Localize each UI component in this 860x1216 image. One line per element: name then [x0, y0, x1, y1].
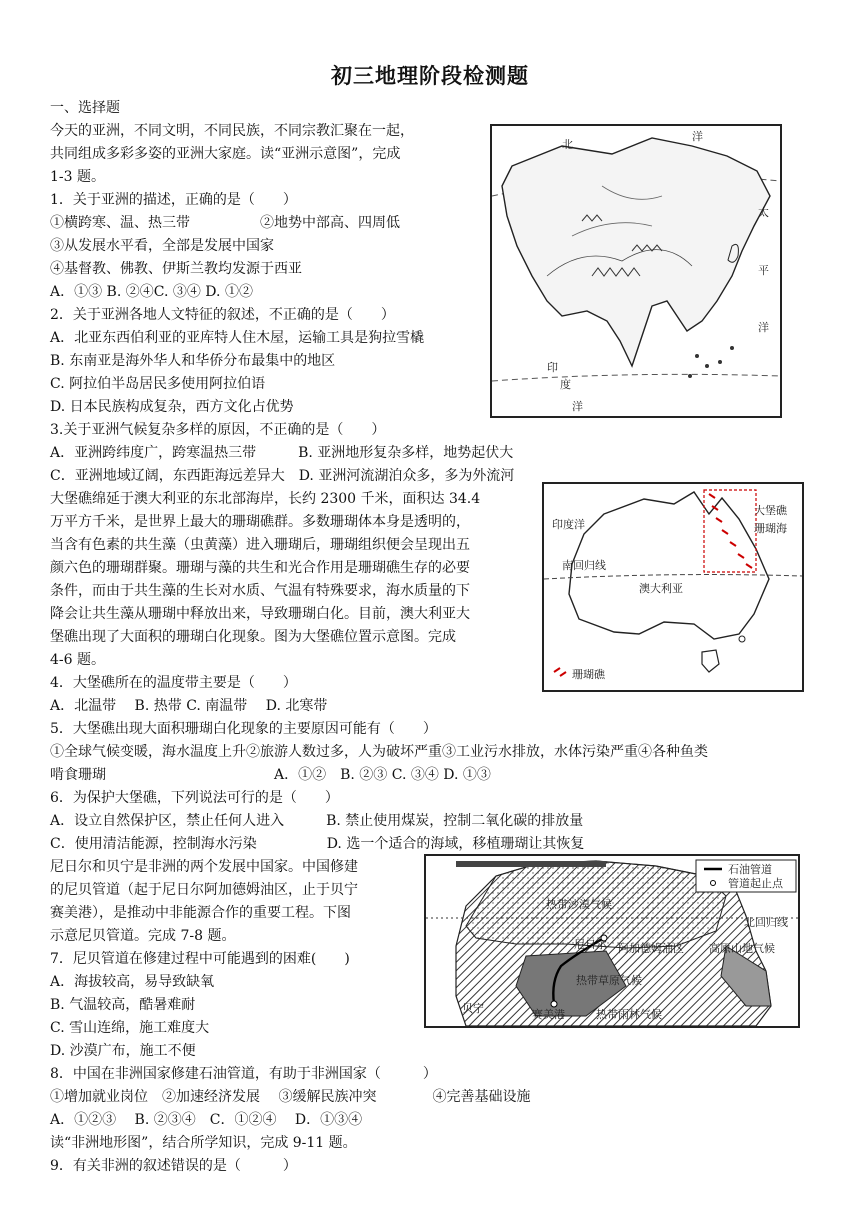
- question-stem: 1．关于亚洲的描述，正确的是（ ）: [50, 192, 297, 208]
- endpoint-legend-icon: [711, 881, 716, 886]
- answer-choices: A．①③ B. ②④C. ③④ D. ①②: [50, 284, 253, 300]
- map-label: 洋: [692, 130, 703, 143]
- question-option: ④基督教、佛教、伊斯兰教均发源于西亚: [50, 261, 302, 277]
- intro-text-line: 条件，而由于共生藻的生长对水质、气温有特殊要求，海水质量的下: [50, 583, 470, 599]
- question-stem: 9．有关非洲的叙述错误的是（ ）: [50, 1158, 297, 1174]
- question-stem: 5．大堡礁出现大面积珊瑚白化现象的主要原因可能有（ ）: [50, 721, 437, 737]
- intro-text-line: 的尼贝管道（起于尼日尔阿加德姆油区，止于贝宁: [50, 882, 358, 898]
- question-stem: 6．为保护大堡礁，下列说法可行的是（ ）: [50, 790, 339, 806]
- map-label: 南回归线: [562, 559, 606, 572]
- question-option: C. 雪山连绵，施工难度大: [50, 1020, 210, 1036]
- question-option: C. 阿拉伯半岛居民多使用阿拉伯语: [50, 376, 266, 392]
- question-option: ①全球气候变暖，海水温度上升②旅游人数过多，人为破坏严重③工业污水排放，水体污染严重④各种鱼类: [50, 744, 708, 760]
- question-option: A．海拔较高，易导致缺氧: [50, 974, 215, 990]
- intro-text-line: 大堡礁绵延于澳大利亚的东北部海岸，长约 2300 千米，面积达 34.4: [50, 491, 481, 507]
- question-option: ①增加就业岗位 ②加速经济发展 ③缓解民族冲突 ④完善基础设施: [50, 1089, 531, 1105]
- map-label: 洋: [572, 400, 583, 413]
- intro-text-line: 颜六色的珊瑚群聚。珊瑚与藻的共生和光合作用是珊瑚礁生存的必要: [50, 560, 470, 576]
- map-label: 阿加德姆油区: [618, 942, 684, 955]
- question-stem: 7．尼贝管道在修建过程中可能遇到的困难( ): [50, 951, 350, 967]
- intro-text-line: 今天的亚洲，不同文明，不同民族，不同宗教汇聚在一起，: [50, 123, 414, 139]
- question-option: A．北亚东西伯利亚的亚库特人住木屋，运输工具是狗拉雪橇: [50, 330, 425, 346]
- reef-map-svg: [544, 484, 802, 690]
- intro-text-line: 读“非洲地形图”，结合所学知识，完成 9-11 题。: [50, 1135, 357, 1151]
- map-label: 平: [758, 264, 769, 277]
- map-label: 热带雨林气候: [596, 1008, 662, 1021]
- legend-label: 管道起止点: [728, 877, 783, 890]
- map-label: 北: [562, 138, 573, 151]
- intro-text-line: 1-3 题。: [50, 169, 105, 185]
- map-label: 澳大利亚: [639, 582, 683, 595]
- intro-text-line: 示意尼贝管道。完成 7-8 题。: [50, 928, 236, 944]
- question-option: B. 东南亚是海外华人和华侨分布最集中的地区: [50, 353, 336, 369]
- answer-choices: 啃食珊瑚 A．①② B. ②③ C. ③④ D. ①③: [50, 767, 491, 783]
- question-option: B. 气温较高，酷暑难耐: [50, 997, 196, 1013]
- niger-benin-pipeline-map: [424, 854, 800, 1028]
- map-label: 热带沙漠气候: [546, 898, 612, 911]
- asia-map-svg: [492, 126, 780, 416]
- great-barrier-reef-map: [542, 482, 804, 692]
- intro-text-line: 尼日尔和贝宁是非洲的两个发展中国家。中国修建: [50, 859, 358, 875]
- map-label: 贝宁: [462, 1002, 484, 1015]
- intro-text-line: 万平方千米，是世界上最大的珊瑚礁群。多数珊瑚体本身是透明的，: [50, 514, 470, 530]
- page-title: 初三地理阶段检测题: [331, 63, 529, 88]
- map-legend-label: 珊瑚礁: [572, 668, 605, 681]
- question-option: C．亚洲地域辽阔，东西距海远差异大 D. 亚洲河流湖泊众多，多为外流河: [50, 468, 515, 484]
- asia-map: [490, 124, 782, 418]
- map-label: 印: [547, 361, 558, 374]
- map-label: 印度洋: [552, 518, 585, 531]
- map-label: 尼日尔: [574, 938, 607, 951]
- intro-text-line: 堡礁出现了大面积的珊瑚白化现象。图为大堡礁位置示意图。完成: [50, 629, 456, 645]
- question-option: A．设立自然保护区，禁止任何人进入 B. 禁止使用煤炭，控制二氧化碳的排放量: [50, 813, 584, 829]
- answer-choices: A．①②③ B. ②③④ C．①②④ D．①③④: [50, 1112, 363, 1128]
- question-option: ③从发展水平看，全部是发展中国家: [50, 238, 274, 254]
- map-label: 度: [560, 378, 571, 391]
- intro-text-line: 共同组成多彩多姿的亚洲大家庭。读“亚洲示意图”，完成: [50, 146, 401, 162]
- map-label: 太: [758, 206, 769, 219]
- legend-label: 石油管道: [728, 863, 772, 876]
- africa-map-svg: [426, 856, 798, 1026]
- coral-legend-icon: [554, 668, 566, 676]
- intro-text-line: 4-6 题。: [50, 652, 105, 668]
- question-option: C．使用清洁能源，控制海水污染 D. 选一个适合的海域，移植珊瑚让其恢复: [50, 836, 585, 852]
- map-label: 高原山地气候: [709, 942, 775, 955]
- question-option: ①横跨寒、温、热三带 ②地势中部高、四周低: [50, 215, 400, 231]
- map-label: 洋: [758, 321, 769, 334]
- answer-choices: A．北温带 B. 热带 C. 南温带 D. 北寒带: [50, 698, 328, 714]
- question-stem: 2．关于亚洲各地人文特征的叙述，不正确的是（ ）: [50, 307, 395, 323]
- intro-text-line: 赛美港），是推动中非能源合作的重要工程。下图: [50, 905, 351, 921]
- map-label: 大堡礁: [754, 504, 787, 517]
- section-heading: 一、选择题: [50, 100, 120, 116]
- intro-text-line: 当含有色素的共生藻（虫黄藻）进入珊瑚后，珊瑚组织便会呈现出五: [50, 537, 470, 553]
- question-option: D. 日本民族构成复杂，西方文化占优势: [50, 399, 294, 415]
- question-stem: 4．大堡礁所在的温度带主要是（ ）: [50, 675, 297, 691]
- question-option: A．亚洲跨纬度广，跨寒温热三带 B. 亚洲地形复杂多样，地势起伏大: [50, 445, 514, 461]
- map-label: 北回归线: [744, 916, 788, 929]
- intro-text-line: 降会让共生藻从珊瑚中释放出来，导致珊瑚白化。目前，澳大利亚大: [50, 606, 470, 622]
- question-stem: 3.关于亚洲气候复杂多样的原因，不正确的是（ ）: [50, 422, 386, 438]
- map-label: 热带草原气候: [576, 974, 642, 987]
- map-label: 珊瑚海: [754, 522, 787, 535]
- question-stem: 8．中国在非洲国家修建石油管道，有助于非洲国家（ ）: [50, 1066, 437, 1082]
- map-label: 赛美港: [532, 1008, 565, 1021]
- question-option: D. 沙漠广布，施工不便: [50, 1043, 196, 1059]
